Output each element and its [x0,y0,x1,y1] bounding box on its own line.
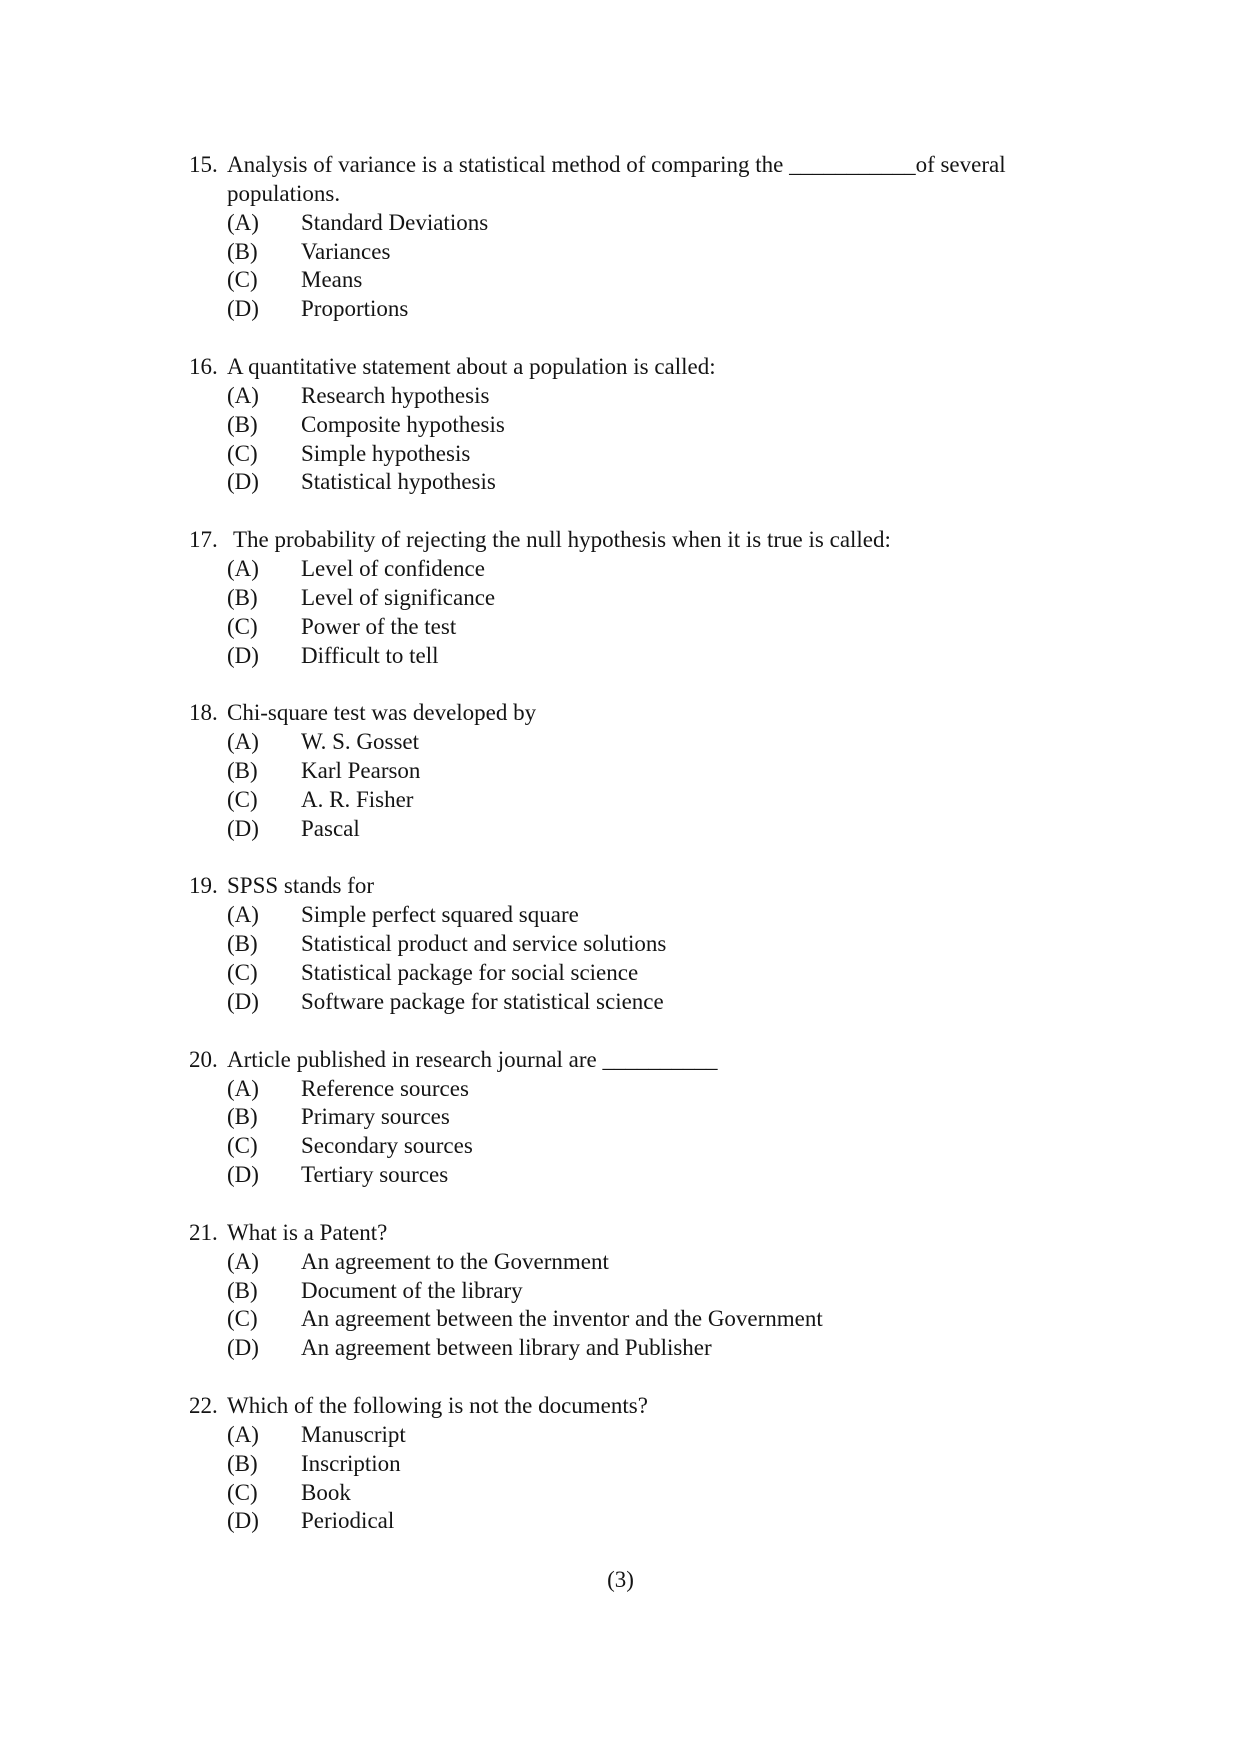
option-text: Statistical product and service solutions [301,931,667,957]
option-d [189,815,1199,844]
question-19 [189,872,1199,1016]
option-text: Composite hypothesis [301,411,505,437]
question-number: 15. [189,152,218,177]
option-text: Means [301,267,363,293]
option-c [189,613,1199,642]
option-label: (C) [227,960,258,986]
option-text: Pascal [301,815,360,841]
option-text: Level of significance [301,584,496,610]
option-text: W. S. Gosset [301,729,419,755]
question-line [189,699,1199,728]
option-label: (D) [227,988,259,1014]
option-text: Software package for statistical science [301,988,664,1014]
option-d [189,1161,1199,1190]
option-text: Difficult to tell [301,642,439,668]
option-d [189,988,1199,1017]
option-label: (A) [227,1248,259,1274]
option-a [189,1248,1199,1277]
option-c [189,440,1199,469]
option-label: (A) [227,209,259,235]
option-label: (D) [227,1335,259,1361]
question-number: 16. [189,354,218,380]
question-21 [189,1219,1199,1363]
question-22 [189,1392,1199,1536]
question-line-continued [189,180,1199,209]
option-label: (D) [227,642,259,668]
question-text: The probability of rejecting the null hypothesis when it is true is called: [233,527,891,553]
question-line [189,151,1199,180]
option-text: Tertiary sources [301,1162,449,1188]
option-b [189,930,1199,959]
question-15 [189,151,1199,324]
option-b [189,757,1199,786]
option-label: (B) [227,1104,258,1130]
option-text: An agreement to the Government [301,1248,609,1274]
option-c [189,1132,1199,1161]
option-label: (C) [227,1133,258,1159]
option-label: (B) [227,1450,258,1476]
option-label: (A) [227,382,259,408]
option-a [189,1421,1199,1450]
option-label: (B) [227,931,258,957]
option-a [189,209,1199,238]
option-label: (A) [227,1421,259,1447]
option-label: (B) [227,1277,258,1303]
option-d [189,1507,1199,1536]
option-text: Statistical package for social science [301,960,639,986]
option-c [189,1479,1199,1508]
option-label: (C) [227,613,258,639]
option-label: (B) [227,411,258,437]
option-label: (A) [227,729,259,755]
option-text: Simple hypothesis [301,440,471,466]
question-line [189,1046,1199,1075]
question-number: 19. [189,873,218,899]
question-20 [189,1046,1199,1190]
question-number: 18. [189,700,218,726]
option-text: Secondary sources [301,1133,473,1159]
question-number: 22. [189,1392,218,1418]
option-text: Research hypothesis [301,382,490,408]
page-number: (3) [607,1567,634,1592]
option-text: Power of the test [301,613,457,639]
option-text: A. R. Fisher [301,786,414,812]
option-text: Proportions [301,296,409,322]
option-text: Manuscript [301,1421,406,1447]
question-line [189,526,1199,555]
option-text: Reference sources [301,1075,469,1101]
option-text: An agreement between the inventor and the Government [301,1306,823,1332]
question-text: Analysis of variance is a statistical method of comparing the ___________of several [227,152,1006,177]
question-text: SPSS stands for [227,873,374,899]
option-d [189,1334,1199,1363]
option-d [189,642,1199,671]
question-line [189,1219,1199,1248]
question-number: 20. [189,1046,218,1072]
question-text-continued: populations. [227,180,341,206]
option-label: (A) [227,1075,259,1101]
question-text: Chi-square test was developed by [227,700,537,726]
option-text: Statistical hypothesis [301,469,496,495]
option-label: (C) [227,1479,258,1505]
option-label: (D) [227,815,259,841]
question-text: What is a Patent? [227,1219,388,1245]
question-number: 21. [189,1219,218,1245]
option-b [189,584,1199,613]
option-d [189,468,1199,497]
question-line [189,353,1199,382]
option-text: Document of the library [301,1277,523,1303]
option-b [189,1277,1199,1306]
option-label: (B) [227,758,258,784]
option-label: (A) [227,902,259,928]
option-text: Standard Deviations [301,209,489,235]
question-18 [189,699,1199,843]
option-label: (D) [227,1508,259,1534]
option-label: (C) [227,267,258,293]
option-label: (C) [227,1306,258,1332]
option-label: (D) [227,1162,259,1188]
option-text: Book [301,1479,351,1505]
option-c [189,1305,1199,1334]
option-d [189,295,1199,324]
option-text: Level of confidence [301,556,485,582]
question-text: Which of the following is not the documents? [227,1392,648,1418]
option-c [189,266,1199,295]
option-a [189,382,1199,411]
option-b [189,238,1199,267]
option-text: An agreement between library and Publisher [301,1335,712,1361]
option-label: (B) [227,238,258,264]
question-number: 17. [189,527,218,553]
question-text: Article published in research journal are __________ [227,1046,718,1072]
option-b [189,1103,1199,1132]
option-c [189,959,1199,988]
option-label: (A) [227,556,259,582]
option-text: Inscription [301,1450,401,1476]
question-16 [189,353,1199,497]
option-b [189,1450,1199,1479]
option-a [189,555,1199,584]
option-b [189,411,1199,440]
question-17 [189,526,1199,670]
option-label: (B) [227,584,258,610]
option-text: Primary sources [301,1104,450,1130]
option-text: Variances [301,238,391,264]
question-line [189,872,1199,901]
option-a [189,1075,1199,1104]
option-text: Simple perfect squared square [301,902,579,928]
option-text: Periodical [301,1508,395,1534]
option-label: (C) [227,786,258,812]
option-label: (D) [227,296,259,322]
option-label: (C) [227,440,258,466]
question-list [189,151,1199,1565]
option-c [189,786,1199,815]
option-a [189,728,1199,757]
option-a [189,901,1199,930]
option-text: Karl Pearson [301,758,421,784]
question-line [189,1392,1199,1421]
question-text: A quantitative statement about a population is called: [227,354,716,380]
option-label: (D) [227,469,259,495]
